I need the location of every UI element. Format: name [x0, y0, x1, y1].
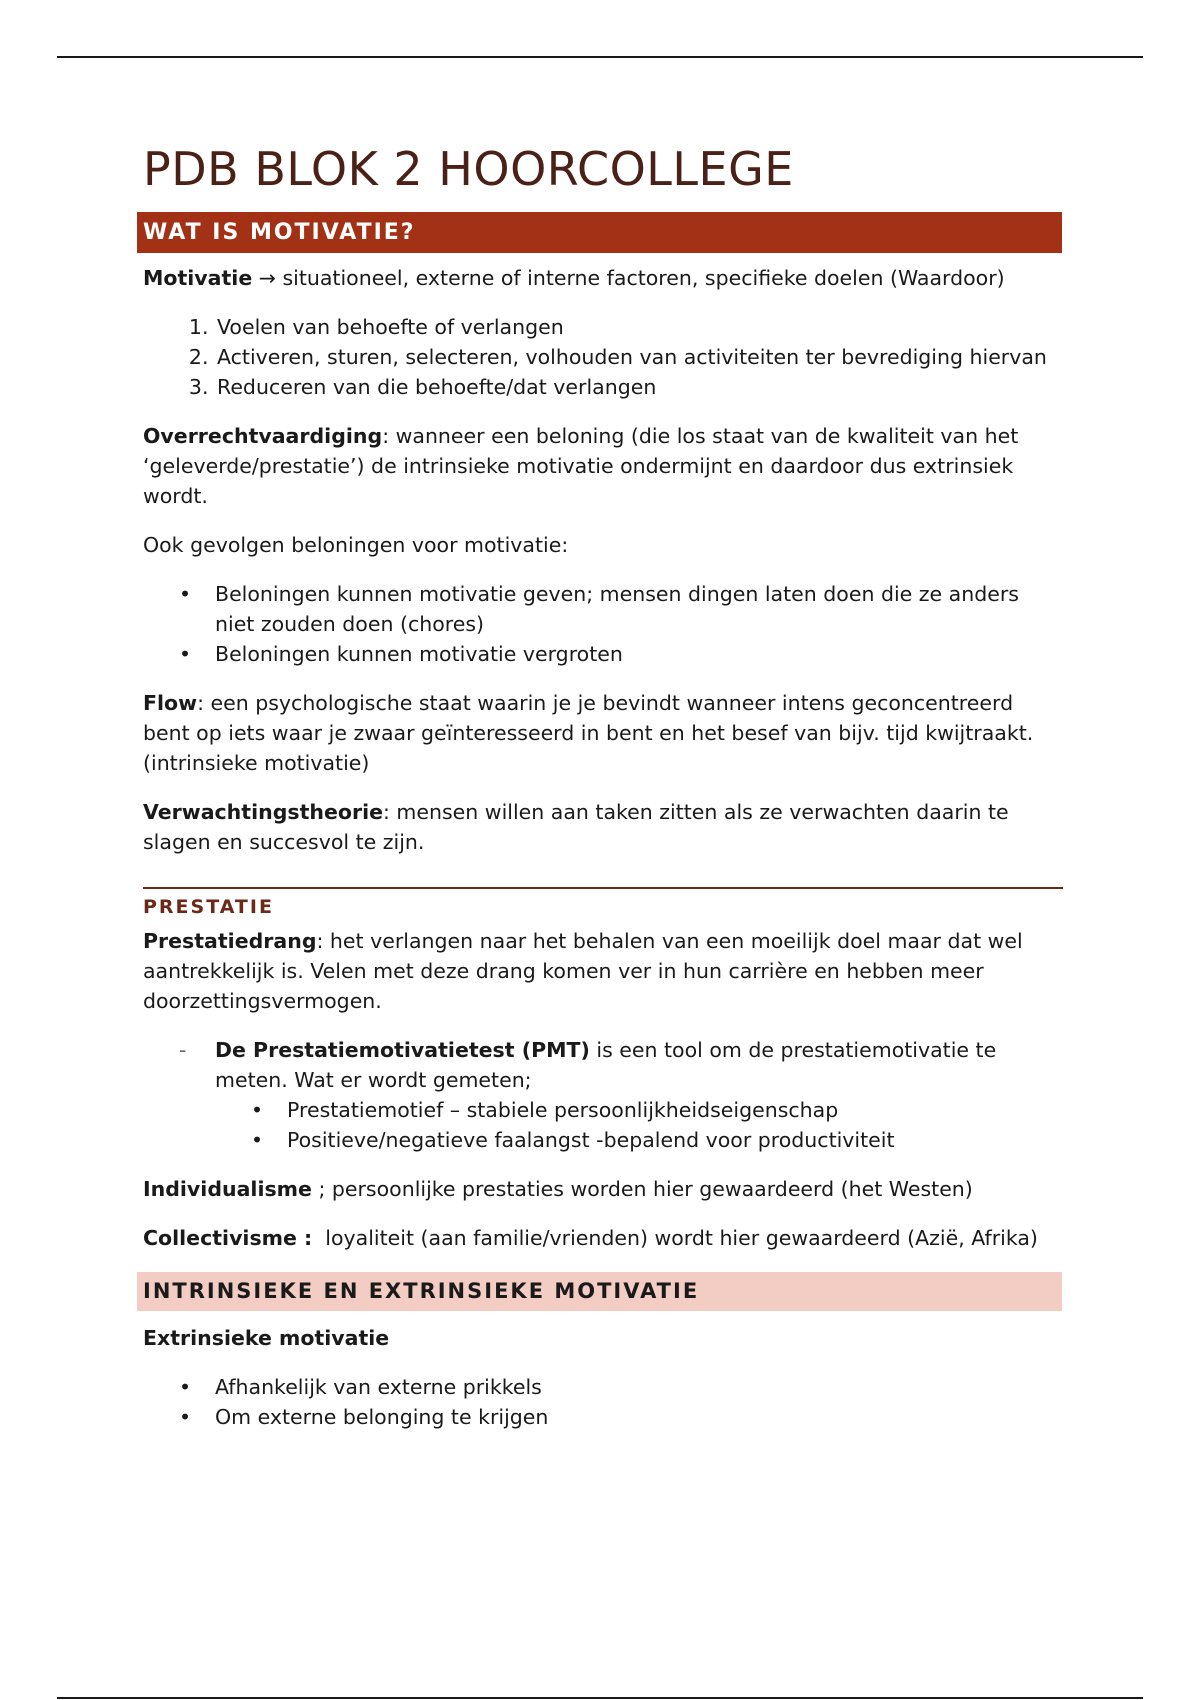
term-motivatie: Motivatie — [143, 266, 253, 290]
list-item: • Positieve/negatieve faalangst -bepalend voor productiviteit — [287, 1125, 1063, 1155]
list-item: • Beloningen kunnen motivatie vergroten — [215, 639, 1063, 669]
term-flow: Flow — [143, 691, 198, 715]
term-verwachtingstheorie: Verwachtingstheorie — [143, 800, 383, 824]
motivatie-steps-list — [143, 312, 1063, 402]
section-heading-motivatie: WAT IS MOTIVATIE? — [137, 212, 1062, 253]
list-item: 2. Activeren, sturen, selecteren, volhouden van activiteiten ter bevrediging hiervan — [215, 342, 1063, 372]
document-title: PDB BLOK 2 HOORCOLLEGE — [143, 142, 794, 196]
paragraph-motivatie — [143, 263, 1063, 293]
paragraph-overrechtvaardiging — [143, 421, 1063, 511]
list-item: • Afhankelijk van externe prikkels — [215, 1372, 1063, 1402]
extrinsiek-list — [143, 1372, 1063, 1432]
list-item: 3. Reduceren van die behoefte/dat verlangen — [215, 372, 1063, 402]
definition-collectivisme: loyaliteit (aan familie/vrienden) wordt hier gewaardeerd (Azië, Afrika) — [312, 1226, 1038, 1250]
page-bottom-rule — [57, 1697, 1143, 1699]
section-heading-intrinsiek-extrinsiek: INTRINSIEKE EN EXTRINSIEKE MOTIVATIE — [137, 1272, 1062, 1311]
document-body — [143, 140, 1063, 1451]
paragraph-prestatiedrang — [143, 926, 1063, 1016]
term-pmt: De Prestatiemotivatietest (PMT) — [215, 1038, 590, 1062]
list-item: • Prestatiemotief – stabiele persoonlijkheidseigenschap — [287, 1095, 1063, 1125]
definition-flow: : een psychologische staat waarin je je bevindt wanneer intens geconcentreerd bent op iets waar je zwaar geïnteresseerd in bent en het besef van bijv. tijd kwijtraakt. (intrinsieke motivatie) — [143, 691, 1034, 775]
paragraph-verwachtingstheorie — [143, 797, 1063, 857]
term-overrechtvaardiging: Overrechtvaardiging — [143, 424, 383, 448]
list-item: • Beloningen kunnen motivatie geven; mensen dingen laten doen die ze anders niet zouden doen (chores) — [215, 579, 1063, 639]
pmt-list — [143, 1035, 1063, 1155]
definition-individualisme: ; persoonlijke prestaties worden hier gewaardeerd (het Westen) — [311, 1177, 973, 1201]
term-prestatiedrang: Prestatiedrang — [143, 929, 317, 953]
term-collectivisme: Collectivisme : — [143, 1226, 313, 1250]
heading-extrinsieke-motivatie — [143, 1323, 1063, 1353]
definition-motivatie: → situationeel, externe of interne factoren, specifieke doelen (Waardoor) — [252, 266, 1005, 290]
subheading-prestatie: PRESTATIE — [143, 887, 1063, 920]
paragraph-gevolgen-intro: Ook gevolgen beloningen voor motivatie: — [143, 533, 569, 557]
paragraph-collectivisme — [143, 1223, 1063, 1253]
definition-pmt: is een tool om de prestatiemotivatie te meten. Wat er wordt gemeten; — [215, 1038, 997, 1092]
extrinsieke-motivatie-label: Extrinsieke motivatie — [143, 1326, 390, 1350]
pmt-sublist — [215, 1095, 1063, 1155]
definition-prestatiedrang: : het verlangen naar het behalen van een moeilijk doel maar dat wel aantrekkelijk is. Velen met deze drang komen ver in hun carrière en hebben meer doorzettingsvermogen. — [143, 929, 1023, 1013]
definition-verwachtingstheorie: : mensen willen aan taken zitten als ze verwachten daarin te slagen en succesvol te zijn. — [143, 800, 1009, 854]
gevolgen-list — [143, 579, 1063, 669]
paragraph-individualisme — [143, 1174, 1063, 1204]
definition-overrechtvaardiging: : wanneer een beloning (die los staat van de kwaliteit van het ‘geleverde/prestatie’) de intrinsieke motivatie ondermijnt en daardoor dus extrinsiek wordt. — [143, 424, 1019, 508]
list-item: • Om externe belonging te krijgen — [215, 1402, 1063, 1432]
page-top-rule — [57, 56, 1143, 58]
term-individualisme: Individualisme — [143, 1177, 312, 1201]
list-item-pmt — [215, 1035, 1063, 1155]
list-item: 1. Voelen van behoefte of verlangen — [215, 312, 1063, 342]
paragraph-flow — [143, 688, 1063, 778]
